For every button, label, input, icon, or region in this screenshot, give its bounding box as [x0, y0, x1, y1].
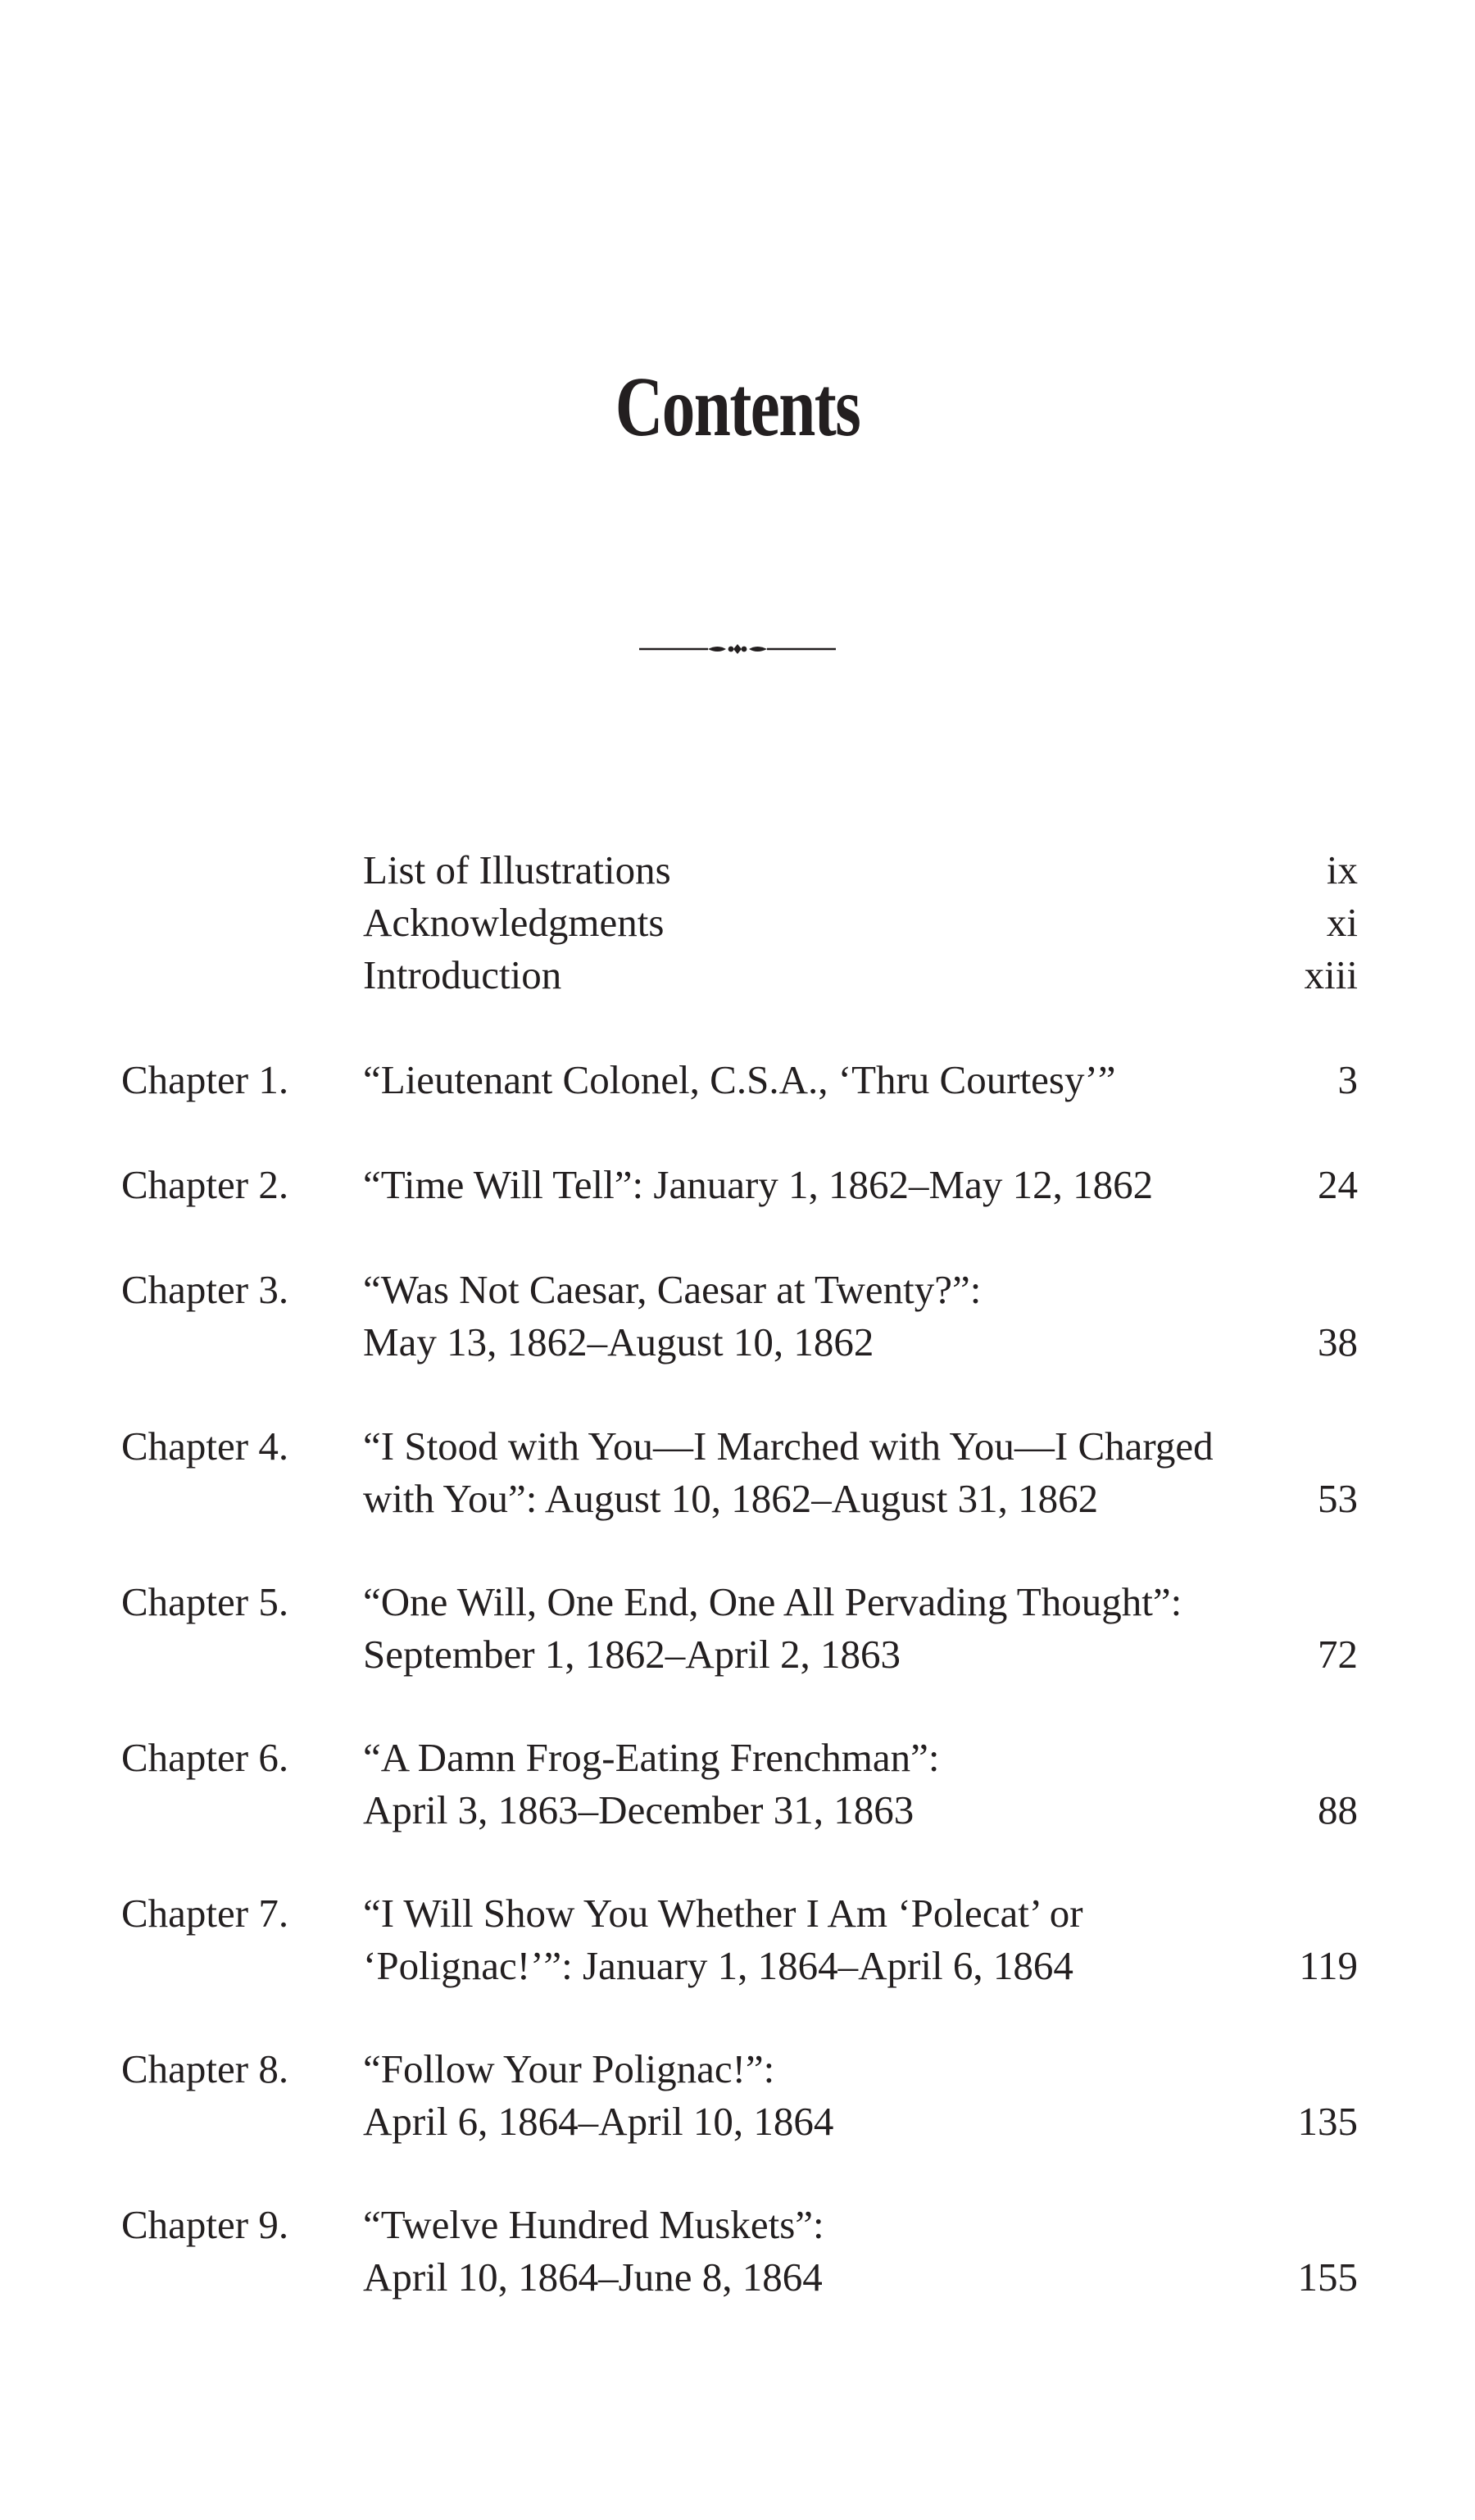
chapter-title-line: May 13, 1862–August 10, 1862 [363, 1319, 874, 1364]
chapter-title-line: April 3, 1863–December 31, 1863 [363, 1787, 914, 1832]
chapter-label: Chapter 1. [121, 1057, 289, 1102]
chapter-label: Chapter 3. [121, 1267, 289, 1312]
chapter-title [363, 1054, 1330, 1106]
chapter-label: Chapter 2. [121, 1162, 289, 1207]
chapter-title-line: April 6, 1864–April 10, 1864 [363, 2099, 834, 2144]
chapter-title-line: “Was Not Caesar, Caesar at Twenty?”: [363, 1267, 982, 1312]
chapter-page: 53 [1318, 1476, 1358, 1521]
chapter-title-line: ‘Polignac!’”: January 1, 1864–April 6, 1864 [363, 1943, 1073, 1988]
toc-entry-title: List of Illustrations [363, 847, 671, 892]
chapter-page: 88 [1318, 1787, 1358, 1832]
chapter-page: 3 [1337, 1057, 1358, 1102]
toc-entry-page: xi [1326, 900, 1358, 945]
chapter-title-line: “A Damn Frog-Eating Frenchman”: [363, 1735, 940, 1780]
chapter-title-line: “I Stood with You—I Marched with You—I Charged [363, 1423, 1214, 1469]
chapter-label: Chapter 8. [121, 2046, 289, 2091]
toc-entry-title: Introduction [363, 952, 562, 997]
chapter-title-line: April 10, 1864–June 8, 1864 [363, 2254, 823, 2300]
chapter-title [363, 1576, 1330, 1681]
chapter-title-line: “I Will Show You Whether I Am ‘Polecat’ or [363, 1891, 1083, 1936]
toc-entry-title: Acknowledgments [363, 900, 665, 945]
chapter-title [363, 1887, 1330, 1992]
chapter-title-line: “Time Will Tell”: January 1, 1862–May 12, 1862 [363, 1162, 1154, 1207]
chapter-page: 72 [1318, 1632, 1358, 1677]
chapter-title-line: with You”: August 10, 1862–August 31, 1862 [363, 1476, 1099, 1521]
page-title: Contents [615, 360, 860, 454]
toc-entry-page: xiii [1304, 952, 1358, 997]
chapter-page: 38 [1318, 1319, 1358, 1364]
chapter-title [363, 2199, 1330, 2304]
ornament-divider-icon [639, 639, 836, 659]
chapter-label: Chapter 9. [121, 2202, 289, 2247]
chapter-label: Chapter 4. [121, 1423, 289, 1469]
chapter-label: Chapter 6. [121, 1735, 289, 1780]
chapter-title-line: “Follow Your Polignac!”: [363, 2046, 775, 2091]
chapter-title [363, 1420, 1330, 1525]
chapter-label: Chapter 7. [121, 1891, 289, 1936]
chapter-title [363, 1264, 1330, 1369]
chapter-page: 119 [1299, 1943, 1358, 1988]
toc-entry-page: ix [1326, 847, 1358, 892]
chapter-title [363, 1159, 1330, 1211]
chapter-label: Chapter 5. [121, 1579, 289, 1624]
chapter-title-line: “Lieutenant Colonel, C.S.A., ‘Thru Courtesy’” [363, 1057, 1116, 1102]
chapter-page: 135 [1297, 2099, 1358, 2144]
chapter-title-line: September 1, 1862–April 2, 1863 [363, 1632, 901, 1677]
chapter-title [363, 2043, 1330, 2148]
chapter-page: 155 [1297, 2254, 1358, 2300]
chapter-page: 24 [1318, 1162, 1358, 1207]
chapter-title-line: “Twelve Hundred Muskets”: [363, 2202, 824, 2247]
chapter-title [363, 1732, 1330, 1837]
chapter-title-line: “One Will, One End, One All Pervading Thought”: [363, 1579, 1182, 1624]
